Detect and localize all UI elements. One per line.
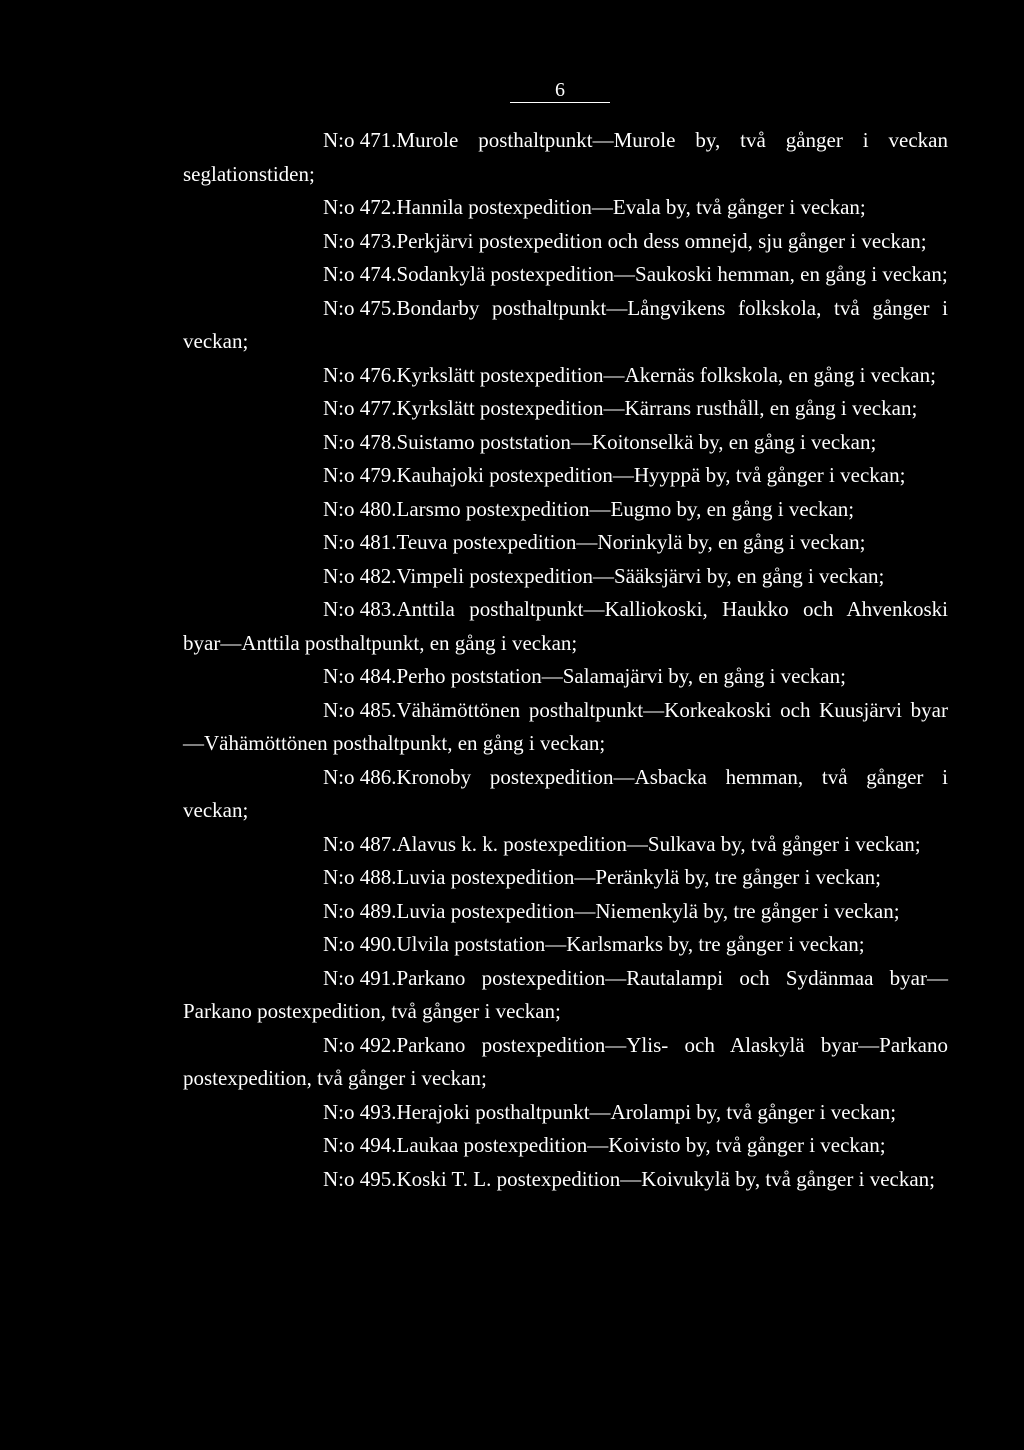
entry-text: Herajoki posthaltpunkt—Arolampi by, två gånger i veckan; <box>396 1099 897 1124</box>
entry-number: N:o 492. <box>323 1032 397 1057</box>
entry-481 <box>183 526 948 560</box>
entry-number: N:o 480. <box>323 496 397 521</box>
page-number-rule <box>510 102 610 103</box>
entry-number: N:o 483. <box>323 597 397 621</box>
entry-text: Parkano postexpedition—Rautalampi och Sydänmaa byar—Parkano postexpedition, två gånger i veckan; <box>183 965 948 1023</box>
entry-list <box>183 124 948 1196</box>
entry-text: Koski T. L. postexpedition—Koivukylä by, två gånger i veckan; <box>396 1166 936 1191</box>
entry-text: Vimpeli postexpedition—Sääksjärvi by, en gång i veckan; <box>396 563 885 588</box>
entry-477 <box>183 392 948 426</box>
entry-number: N:o 486. <box>323 764 397 789</box>
entry-text: Ulvila poststation—Karlsmarks by, tre gånger i veckan; <box>396 932 865 956</box>
page-number: 6 <box>555 79 565 101</box>
entry-text: Bondarby posthaltpunkt—Långvikens folkskola, två gånger i veckan; <box>183 295 948 353</box>
entry-487 <box>183 828 948 862</box>
entry-486 <box>183 761 948 828</box>
entry-text: Perho poststation—Salamajärvi by, en gång i veckan; <box>396 664 846 688</box>
entry-text: Teuva postexpedition—Norinkylä by, en gång i veckan; <box>396 530 866 554</box>
entry-text: Kauhajoki postexpedition—Hyyppä by, två gånger i veckan; <box>396 463 906 487</box>
entry-text: Perkjärvi postexpedition och dess omnejd, sju gånger i veckan; <box>396 228 927 253</box>
entry-number: N:o 478. <box>323 429 397 454</box>
entry-text: Luvia postexpedition—Peränkylä by, tre gånger i veckan; <box>396 865 881 889</box>
entry-number: N:o 493. <box>323 1099 397 1124</box>
entry-number: N:o 484. <box>323 664 397 688</box>
entry-number: N:o 472. <box>323 195 397 219</box>
entry-471 <box>183 124 948 191</box>
entry-number: N:o 477. <box>323 396 397 420</box>
entry-number: N:o 476. <box>323 362 397 387</box>
entry-number: N:o 485. <box>323 697 397 722</box>
entry-472 <box>183 191 948 225</box>
entry-number: N:o 487. <box>323 831 397 856</box>
entry-number: N:o 495. <box>323 1166 397 1191</box>
entry-492 <box>183 1029 948 1096</box>
entry-number: N:o 494. <box>323 1133 397 1157</box>
entry-text: Kyrkslätt postexpedition—Kärrans rusthåll, en gång i veckan; <box>396 396 918 420</box>
entry-number: N:o 471. <box>323 128 397 152</box>
entry-number: N:o 491. <box>323 965 397 990</box>
entry-491 <box>183 962 948 1029</box>
entry-number: N:o 473. <box>323 228 397 253</box>
entry-475 <box>183 292 948 359</box>
entry-485 <box>183 694 948 761</box>
entry-text: Alavus k. k. postexpedition—Sulkava by, två gånger i veckan; <box>396 831 921 856</box>
entry-494 <box>183 1129 948 1163</box>
entry-number: N:o 482. <box>323 563 397 588</box>
entry-text: Anttila posthaltpunkt—Kalliokoski, Haukko och Ahvenkoski byar—Anttila posthaltpunkt, en gång i veckan; <box>183 597 948 655</box>
entry-number: N:o 474. <box>323 262 397 286</box>
entry-number: N:o 488. <box>323 865 397 889</box>
entry-number: N:o 490. <box>323 932 397 956</box>
entry-text: Luvia postexpedition—Niemenkylä by, tre gånger i veckan; <box>396 898 900 923</box>
entry-473 <box>183 225 948 259</box>
entry-text: Kronoby postexpedition—Asbacka hemman, två gånger i veckan; <box>183 764 948 822</box>
entry-text: Laukaa postexpedition—Koivisto by, två gånger i veckan; <box>396 1133 886 1157</box>
entry-number: N:o 475. <box>323 295 397 320</box>
entry-number: N:o 489. <box>323 898 397 923</box>
entry-478 <box>183 426 948 460</box>
entry-text: Vähämöttönen posthaltpunkt—Korkeakoski och Kuusjärvi byar—Vähämöttönen posthaltpunkt, en gång i veckan; <box>183 697 948 755</box>
entry-479 <box>183 459 948 493</box>
entry-text: Parkano postexpedition—Ylis- och Alaskylä byar—Parkano postexpedition, två gånger i veckan; <box>183 1032 948 1090</box>
entry-text: Larsmo postexpedition—Eugmo by, en gång i veckan; <box>396 496 855 521</box>
entry-text: Kyrkslätt postexpedition—Akernäs folkskola, en gång i veckan; <box>396 362 936 387</box>
entry-number: N:o 479. <box>323 463 397 487</box>
entry-490 <box>183 928 948 962</box>
entry-number: N:o 481. <box>323 530 397 554</box>
entry-483 <box>183 593 948 660</box>
entry-493 <box>183 1096 948 1130</box>
entry-text: Murole posthaltpunkt—Murole by, två gånger i veckan seglationstiden; <box>183 128 948 186</box>
entry-495 <box>183 1163 948 1197</box>
entry-476 <box>183 359 948 393</box>
entry-text: Suistamo poststation—Koitonselkä by, en gång i veckan; <box>396 429 877 454</box>
entry-489 <box>183 895 948 929</box>
entry-488 <box>183 861 948 895</box>
entry-text: Sodankylä postexpedition—Saukoski hemman, en gång i veckan; <box>396 262 948 286</box>
entry-474 <box>183 258 948 292</box>
entry-484 <box>183 660 948 694</box>
entry-482 <box>183 560 948 594</box>
entry-text: Hannila postexpedition—Evala by, två gånger i veckan; <box>396 195 866 219</box>
entry-480 <box>183 493 948 527</box>
